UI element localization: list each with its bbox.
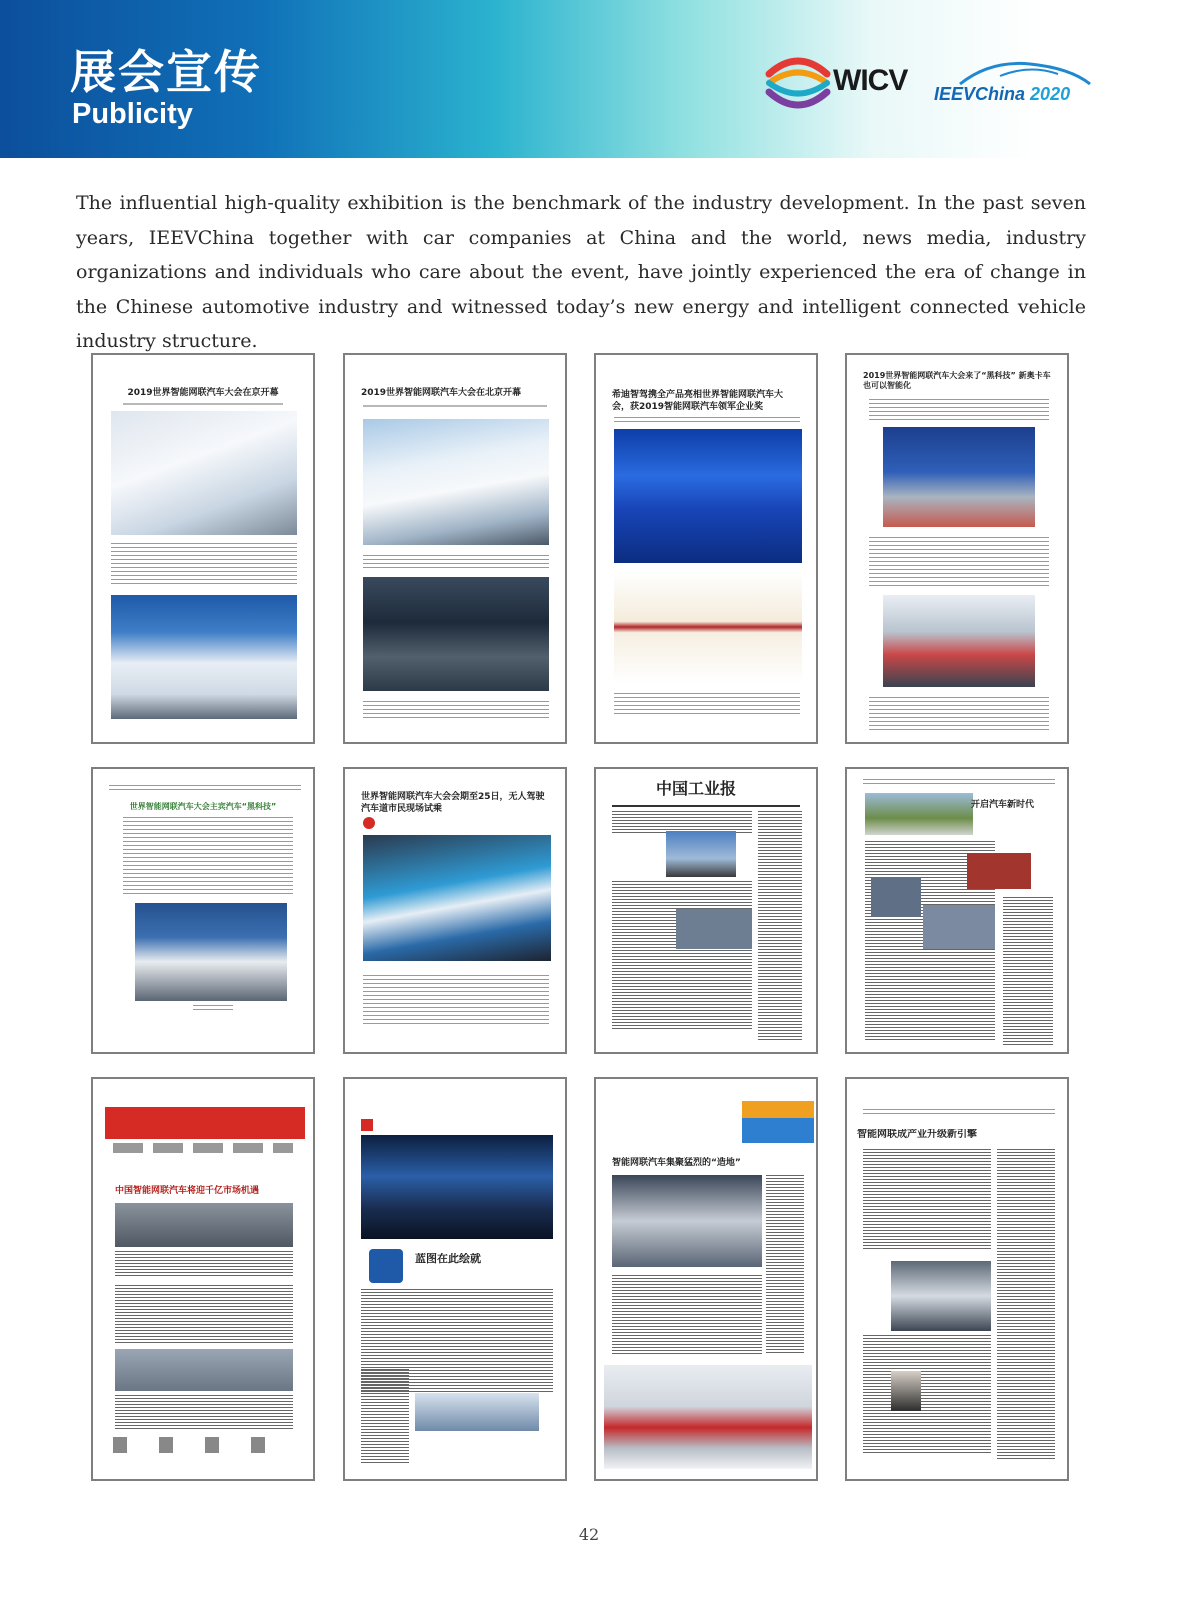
- newspaper-masthead: 中国工业报: [656, 779, 737, 798]
- clipping-photo: [415, 1393, 539, 1431]
- clipping-photo: [612, 1175, 762, 1267]
- app-status-bar: [105, 1107, 305, 1139]
- clipping-photo: [111, 411, 297, 535]
- clipping-thumbnail-7: [594, 767, 818, 1054]
- ieevchina-logo: [930, 58, 1100, 114]
- clipping-thumbnail-4: [845, 353, 1069, 744]
- clipping-photo: [883, 427, 1035, 527]
- clipping-thumbnail-12: [845, 1077, 1069, 1481]
- clipping-photo: [871, 877, 921, 917]
- clipping-photo: [361, 1135, 553, 1239]
- clipping-headline: 中国智能网联汽车将迎千亿市场机遇: [115, 1186, 260, 1196]
- clipping-photo: [967, 853, 1031, 889]
- clipping-headline: 世界智能网联汽车大会会期至25日，无人驾驶汽车道市民现场试乘: [361, 792, 545, 814]
- clipping-thumbnail-1: [91, 353, 315, 744]
- clipping-photo: [891, 1261, 991, 1331]
- wicv-logo: [765, 52, 915, 114]
- clipping-thumbnail-3: [594, 353, 818, 744]
- clipping-photo: [115, 1203, 293, 1247]
- clipping-photo: [883, 595, 1035, 687]
- wicv-logo-text: WICV: [833, 64, 908, 97]
- clipping-photo: [676, 909, 752, 949]
- clipping-thumbnail-8: [845, 767, 1069, 1054]
- clipping-headline: 世界智能网联汽车大会主宾汽车“黑科技”: [129, 802, 277, 811]
- clipping-photo: [923, 905, 995, 949]
- ieevchina-logo-year: 2020: [1030, 84, 1071, 104]
- clipping-headline: 智能网联汽车集聚猛烈的“造地”: [612, 1158, 741, 1168]
- clipping-headline: 2019世界智能网联汽车大会来了“黑科技” 新奥卡车也可以智能化: [863, 371, 1051, 390]
- clipping-photo: [363, 835, 551, 961]
- clipping-thumbnail-2: [343, 353, 567, 744]
- clipping-photo: [666, 831, 736, 877]
- clipping-headline: 智能网联成产业升级新引擎: [857, 1129, 977, 1140]
- page-title-zh: 展会宣传: [70, 45, 262, 99]
- clipping-photo: [111, 595, 297, 719]
- page-title-en: Publicity: [72, 98, 193, 130]
- clipping-photo: [115, 1349, 293, 1391]
- clipping-headline: 希迪智驾携全产品亮相世界智能网联汽车大会，获2019智能网联汽车领军企业奖: [612, 390, 784, 412]
- clipping-photo: [865, 793, 973, 835]
- car-advertisement: [604, 1365, 812, 1469]
- clipping-photo: [135, 903, 287, 1001]
- ieevchina-logo-text: [934, 84, 1070, 105]
- clipping-thumbnail-11: [594, 1077, 818, 1481]
- clipping-headline: 2019世界智能网联汽车大会在京开幕: [127, 388, 279, 398]
- page-number: 42: [578, 1525, 600, 1544]
- clipping-photo: [363, 419, 549, 545]
- clipping-thumbnail-5: [91, 767, 315, 1054]
- clipping-headline: 蓝图在此绘就: [415, 1253, 481, 1265]
- clipping-thumbnail-6: [343, 767, 567, 1054]
- clipping-thumbnail-9: [91, 1077, 315, 1481]
- clipping-photo: [363, 577, 549, 691]
- ieevchina-logo-name: IEEVChina: [934, 84, 1026, 104]
- wicv-emblem-icon: [765, 52, 831, 114]
- clipping-thumbnail-10: [343, 1077, 567, 1481]
- award-certificate-photo: [614, 571, 802, 683]
- intro-paragraph: The influential high-quality exhibition is the benchmark of the industry development. In the past seven years, IEEVChina together with car companies at China and the world, news media, industry organizations and individuals who care about the event, have jointly experienced the era of change in the Chinese automotive industry and witnessed today’s new energy and intelligent connected vehicle industry structure.: [76, 192, 1086, 352]
- clipping-portrait-photo: [891, 1371, 921, 1411]
- clipping-headline: 2019世界智能网联汽车大会在北京开幕: [361, 388, 522, 398]
- clipping-headline: 开启汽车新时代: [971, 800, 1035, 810]
- clipping-photo: [614, 429, 802, 563]
